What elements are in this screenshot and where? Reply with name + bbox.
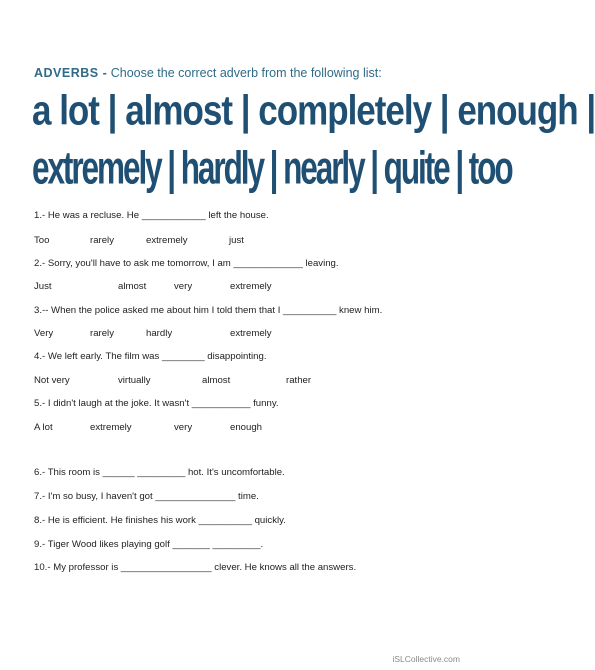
- question-10: 10.- My professor is _________________ clever. He knows all the answers.: [34, 562, 357, 573]
- q3-option-c: hardly: [146, 328, 173, 339]
- q4-option-d: rather: [286, 375, 312, 386]
- question-4: 4.- We left early. The film was ________ disappointing.: [34, 351, 267, 362]
- q2-option-d: extremely: [230, 281, 272, 292]
- q5-option-d: enough: [230, 422, 263, 433]
- q1-option-b: rarely: [90, 235, 114, 246]
- q2-option-b: almost: [118, 281, 147, 292]
- q4-option-c: almost: [202, 375, 231, 386]
- q1-option-a: Too: [34, 235, 50, 246]
- question-9: 9.- Tiger Wood likes playing golf _______ _________.: [34, 539, 264, 550]
- q2-option-a: Just: [34, 281, 52, 292]
- adverb-list-line-1: a lot | almost | completely | enough |: [32, 88, 595, 135]
- question-7: 7.- I'm so busy, I haven't got _______________ time.: [34, 491, 259, 502]
- q4-option-a: Not very: [34, 375, 70, 386]
- question-8: 8.- He is efficient. He finishes his work __________ quickly.: [34, 515, 286, 526]
- q3-option-b: rarely: [90, 328, 114, 339]
- header-keyword: ADVERBS -: [34, 66, 108, 80]
- q4-option-b: virtually: [118, 375, 151, 386]
- question-5: 5.- I didn't laugh at the joke. It wasn't ___________ funny.: [34, 398, 279, 409]
- q5-option-b: extremely: [90, 422, 132, 433]
- header-instruction: Choose the correct adverb from the following list:: [107, 66, 382, 80]
- site-watermark: iSLCollective.com: [392, 654, 460, 664]
- question-2: 2.- Sorry, you'll have to ask me tomorrow, I am _____________ leaving.: [34, 258, 339, 269]
- q5-option-c: very: [174, 422, 193, 433]
- q3-option-d: extremely: [230, 328, 272, 339]
- question-3: 3.-- When the police asked me about him I told them that I __________ knew him.: [34, 305, 383, 316]
- question-1: 1.- He was a recluse. He ____________ left the house.: [34, 210, 269, 221]
- q1-option-d: just: [229, 235, 244, 246]
- q1-option-c: extremely: [146, 235, 188, 246]
- q5-option-a: A lot: [34, 422, 53, 433]
- q2-option-c: very: [174, 281, 193, 292]
- worksheet-header: [34, 66, 382, 80]
- q3-option-a: Very: [34, 328, 54, 339]
- adverb-list-line-2: extremely | hardly | nearly | quite | too: [32, 143, 512, 195]
- question-6: 6.- This room is ______ _________ hot. It's uncomfortable.: [34, 467, 285, 478]
